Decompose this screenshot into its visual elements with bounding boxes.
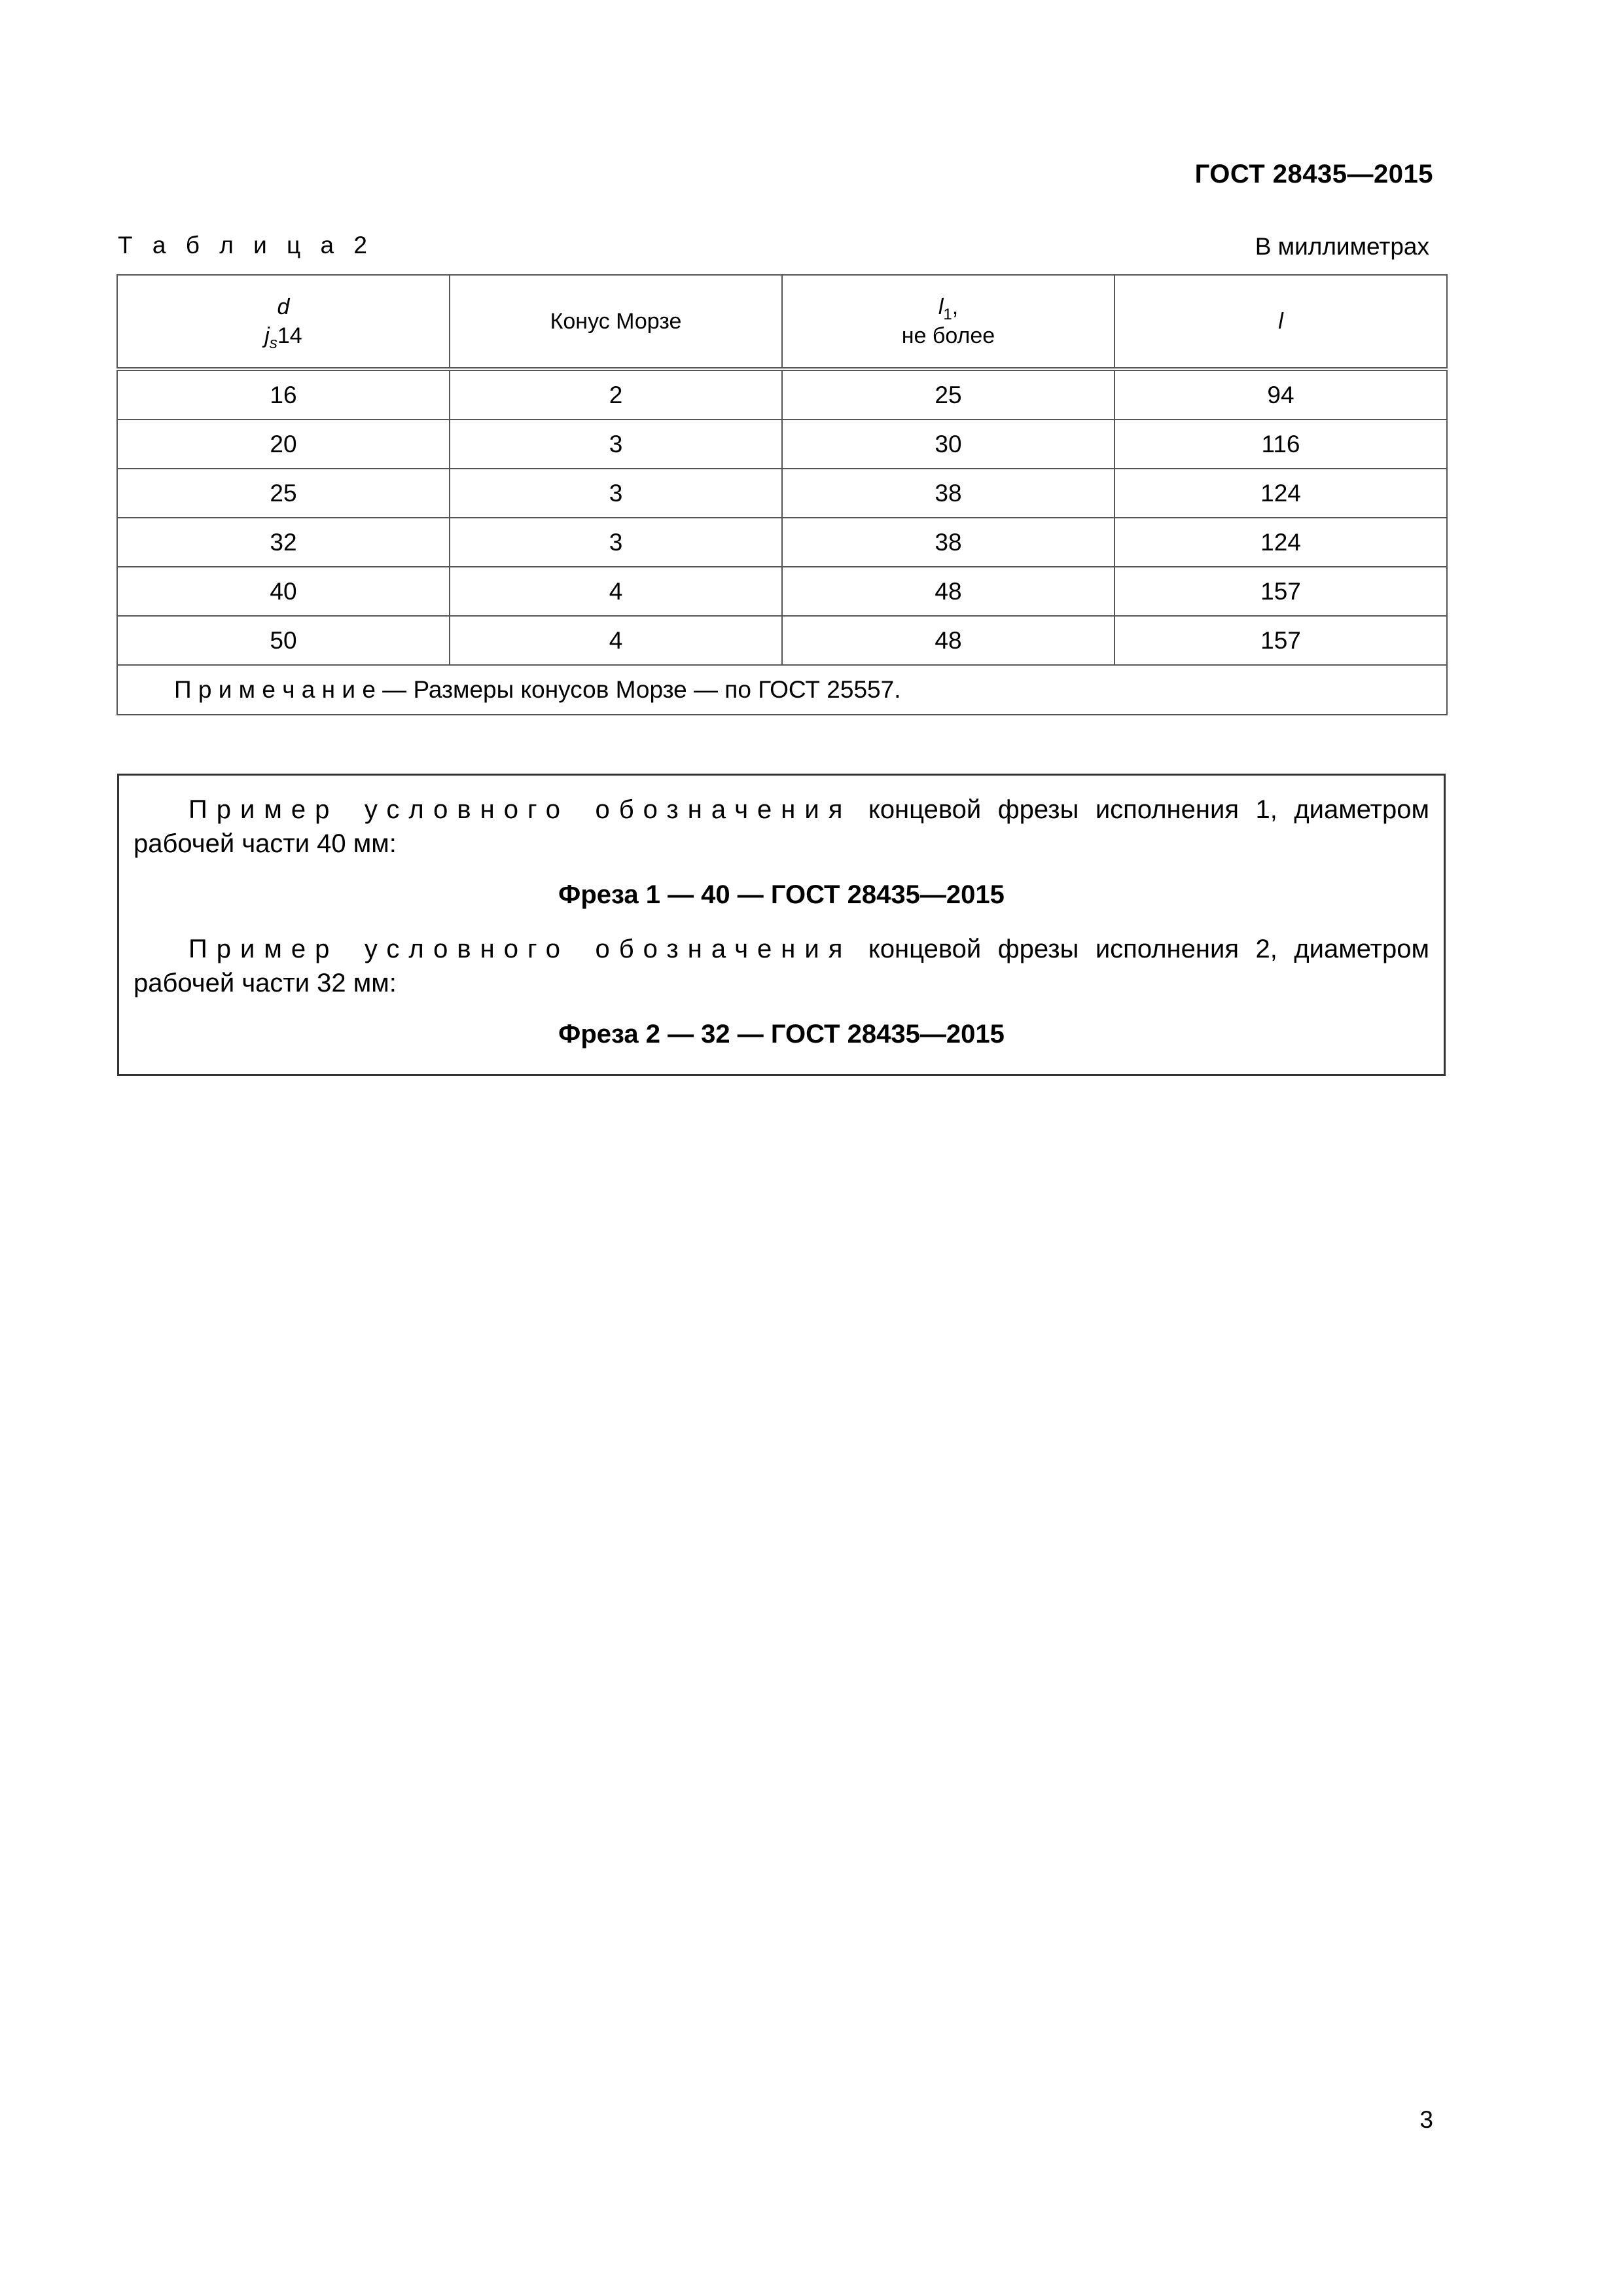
header-diameter-symbol: d bbox=[277, 295, 290, 319]
cell-diameter: 20 bbox=[117, 420, 450, 469]
cell-morse-taper: 3 bbox=[450, 518, 782, 567]
cell-length: 116 bbox=[1115, 420, 1447, 469]
cell-l1: 30 bbox=[782, 420, 1115, 469]
table-row bbox=[117, 616, 1447, 665]
header-l1-note: не более bbox=[901, 323, 995, 348]
cell-l1: 38 bbox=[782, 518, 1115, 567]
cell-diameter: 16 bbox=[117, 369, 450, 420]
header-tolerance-grade: 14 bbox=[277, 323, 302, 348]
header-morse-taper: Конус Морзе bbox=[450, 275, 782, 369]
dimensions-table bbox=[116, 274, 1446, 715]
example-designation-2: Фреза 2 — 32 — ГОСТ 28435—2015 bbox=[558, 1020, 1005, 1049]
example-paragraph-1 bbox=[134, 793, 1429, 861]
page-number: 3 bbox=[1419, 2106, 1433, 2133]
designation-examples-box bbox=[117, 774, 1446, 1076]
example-text-1: концевой фрезы исполнения 1, диаметром рабочей части 40 мм: bbox=[134, 795, 1429, 858]
cell-l1: 38 bbox=[782, 469, 1115, 518]
header-l1-symbol: l bbox=[938, 295, 944, 319]
table-note bbox=[117, 665, 1447, 715]
example-lead-1: Пример условного обозначения bbox=[188, 795, 852, 824]
cell-diameter: 50 bbox=[117, 616, 450, 665]
cell-morse-taper: 2 bbox=[450, 369, 782, 420]
cell-morse-taper: 3 bbox=[450, 469, 782, 518]
header-length-symbol: l bbox=[1278, 309, 1283, 334]
table-units: В миллиметрах bbox=[1255, 233, 1429, 260]
header-tolerance-subscript: s bbox=[269, 334, 277, 352]
example-lead-2: Пример условного обозначения bbox=[188, 935, 852, 963]
table-note-text: — Размеры конусов Морзе — по ГОСТ 25557. bbox=[375, 676, 901, 703]
table-row bbox=[117, 420, 1447, 469]
header-length bbox=[1115, 275, 1447, 369]
header-tolerance-symbol: j bbox=[264, 323, 270, 348]
table-note-label: П р и м е ч а н и е bbox=[174, 676, 376, 703]
example-designation-1: Фреза 1 — 40 — ГОСТ 28435—2015 bbox=[558, 880, 1005, 909]
header-l1-comma: , bbox=[952, 295, 959, 319]
cell-morse-taper: 4 bbox=[450, 567, 782, 616]
cell-l1: 48 bbox=[782, 567, 1115, 616]
cell-diameter: 40 bbox=[117, 567, 450, 616]
cell-length: 157 bbox=[1115, 567, 1447, 616]
cell-length: 94 bbox=[1115, 369, 1447, 420]
cell-morse-taper: 3 bbox=[450, 420, 782, 469]
cell-diameter: 25 bbox=[117, 469, 450, 518]
header-diameter bbox=[117, 275, 450, 369]
table-note-row bbox=[117, 665, 1447, 715]
table-header-row bbox=[117, 275, 1447, 369]
cell-l1: 25 bbox=[782, 369, 1115, 420]
cell-length: 124 bbox=[1115, 518, 1447, 567]
cell-length: 124 bbox=[1115, 469, 1447, 518]
header-l1 bbox=[782, 275, 1115, 369]
table-row bbox=[117, 469, 1447, 518]
table-row bbox=[117, 369, 1447, 420]
table-row bbox=[117, 567, 1447, 616]
table-row bbox=[117, 518, 1447, 567]
table-caption: Т а б л и ц а 2 bbox=[118, 232, 374, 259]
cell-l1: 48 bbox=[782, 616, 1115, 665]
document-standard-number: ГОСТ 28435—2015 bbox=[1194, 160, 1433, 188]
example-paragraph-2 bbox=[134, 932, 1429, 1000]
example-text-2: концевой фрезы исполнения 2, диаметром рабочей части 32 мм: bbox=[134, 935, 1429, 997]
cell-morse-taper: 4 bbox=[450, 616, 782, 665]
cell-diameter: 32 bbox=[117, 518, 450, 567]
header-l1-subscript: 1 bbox=[943, 306, 952, 323]
cell-length: 157 bbox=[1115, 616, 1447, 665]
